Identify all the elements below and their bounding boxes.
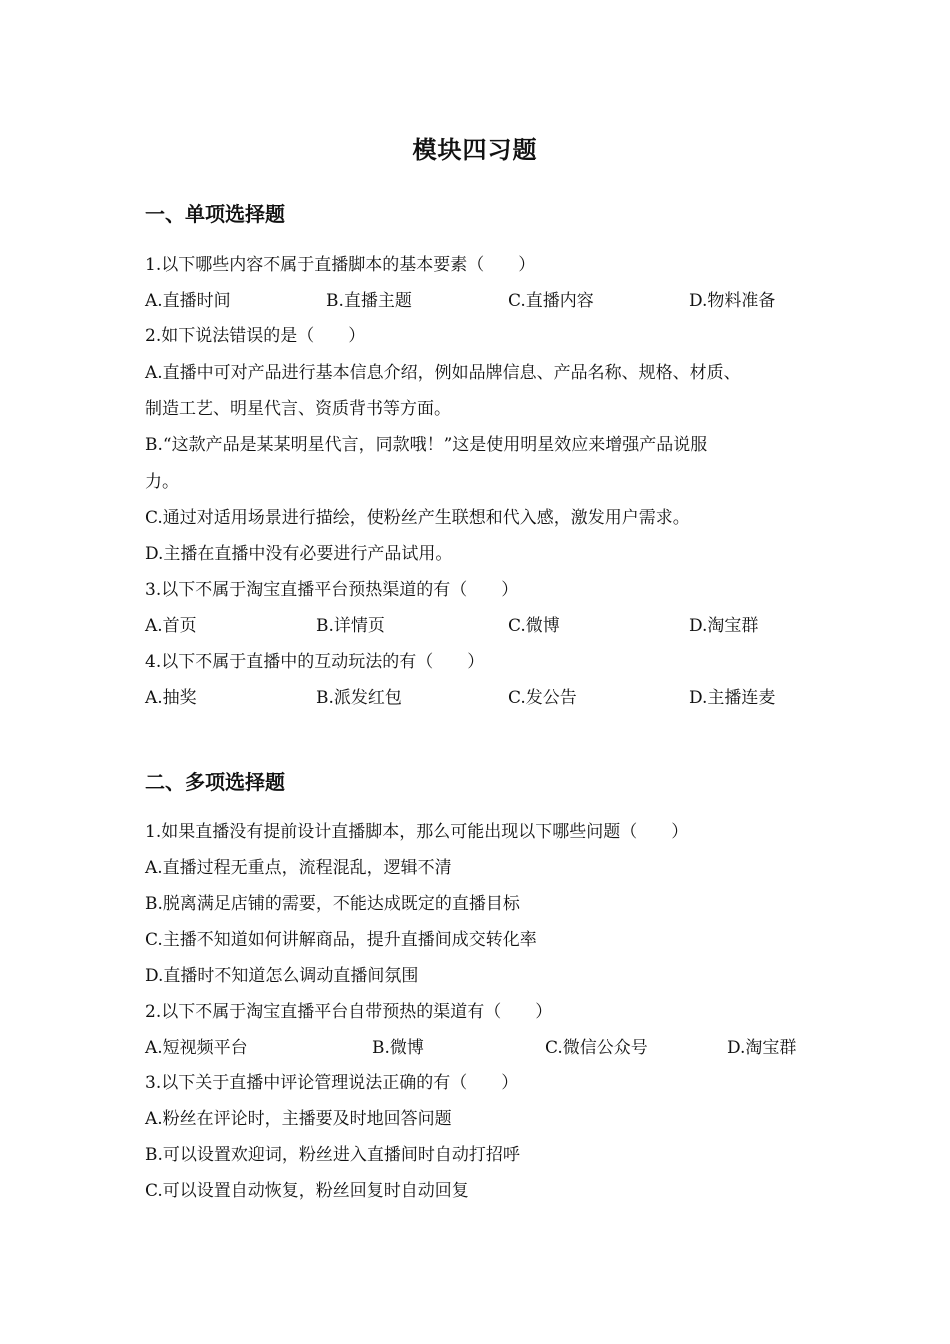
question-text-line: A.直播中可对产品进行基本信息介绍，例如品牌信息、产品名称、规格、材质、: [145, 363, 741, 383]
question-option: A.短视频平台: [145, 1038, 248, 1058]
question-option: A.首页: [145, 616, 197, 636]
section-heading-single-choice: 一、单项选择题: [145, 202, 285, 226]
question-option: C.可以设置自动恢复，粉丝回复时自动回复: [145, 1181, 469, 1201]
question-option: C.发公告: [508, 688, 577, 708]
question-option: B.可以设置欢迎词，粉丝进入直播间时自动打招呼: [145, 1145, 520, 1165]
question-option: B.微博: [372, 1038, 424, 1058]
question-option: C.微博: [508, 616, 560, 636]
question-text-line: 制造工艺、明星代言、资质背书等方面。: [145, 399, 451, 419]
question-text-line: D.主播在直播中没有必要进行产品试用。: [145, 544, 453, 564]
question-option: C.微信公众号: [545, 1038, 648, 1058]
question-option: A.直播过程无重点，流程混乱，逻辑不清: [145, 858, 452, 878]
question-stem: 3.以下不属于淘宝直播平台预热渠道的有（ ）: [145, 580, 519, 600]
question-option: C.直播内容: [508, 291, 594, 311]
question-option: C.主播不知道如何讲解商品，提升直播间成交转化率: [145, 930, 537, 950]
question-stem: 3.以下关于直播中评论管理说法正确的有（ ）: [145, 1073, 519, 1093]
question-option: A.抽奖: [145, 688, 197, 708]
question-option: B.派发红包: [316, 688, 402, 708]
question-option: D.主播连麦: [689, 688, 776, 708]
document-title: 模块四习题: [412, 136, 538, 164]
question-option: B.直播主题: [326, 291, 412, 311]
question-option: A.直播时间: [145, 291, 231, 311]
question-stem: 4.以下不属于直播中的互动玩法的有（ ）: [145, 652, 485, 672]
question-option: B.脱离满足店铺的需要，不能达成既定的直播目标: [145, 894, 520, 914]
question-option: B.详情页: [316, 616, 385, 636]
question-option: A.粉丝在评论时，主播要及时地回答问题: [145, 1109, 452, 1129]
question-option: D.直播时不知道怎么调动直播间氛围: [145, 966, 419, 986]
question-text-line: 力。: [145, 472, 179, 492]
question-stem: 1.以下哪些内容不属于直播脚本的基本要素（ ）: [145, 255, 536, 275]
question-stem: 2.如下说法错误的是（ ）: [145, 326, 366, 346]
question-text-line: B.“这款产品是某某明星代言，同款哦！”这是使用明星效应来增强产品说服: [145, 435, 708, 455]
section-heading-multiple-choice: 二、多项选择题: [145, 770, 285, 794]
question-stem: 2.以下不属于淘宝直播平台自带预热的渠道有（ ）: [145, 1002, 553, 1022]
question-option: D.淘宝群: [727, 1038, 797, 1058]
question-option: D.淘宝群: [689, 616, 759, 636]
question-stem: 1.如果直播没有提前设计直播脚本，那么可能出现以下哪些问题（ ）: [145, 822, 689, 842]
question-text-line: C.通过对适用场景进行描绘，使粉丝产生联想和代入感，激发用户需求。: [145, 508, 690, 528]
question-option: D.物料准备: [689, 291, 776, 311]
